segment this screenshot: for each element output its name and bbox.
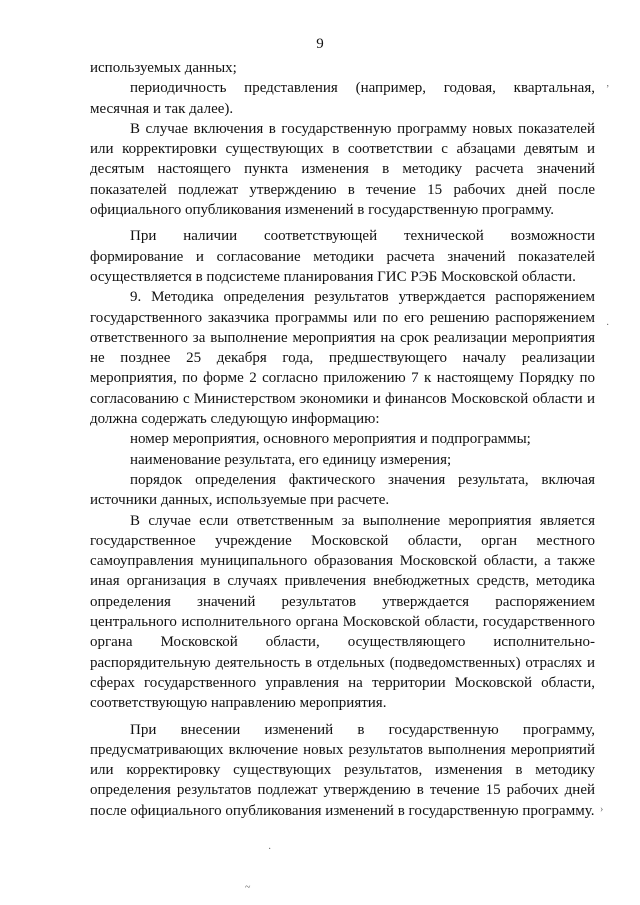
scan-mark: ·: [268, 844, 272, 855]
paragraph-periodicity: периодичность представления (например, годовая, квартальная, месячная и так далее).: [90, 80, 595, 117]
scan-mark: ~: [245, 882, 251, 893]
scan-mark: ʼ: [606, 84, 610, 95]
paragraph-technical-possibility: При наличии соответствующей технической возможности формирование и согласование методики расчета значений показателей осуществляется в подсистеме планирования ГИС РЭБ Московской области.: [90, 228, 595, 285]
list-item-result-name: наименование результата, его единицу измерения;: [130, 451, 452, 468]
paragraph-responsible-institution: В случае если ответственным за выполнение мероприятия является государственное учреждение Московской области, орган местного самоуправления муниципального образования Московской области, а также иная организация в случаях привлечения внебюджетных средств, методика определения значений результатов утверждается распоряжением центрального исполнительного органа Московской области, государственного органа Московской области, осуществляющего исполнительно-распорядительную деятельность в отдельных (подведомственных) отраслях и сферах государственного управления на территории Московской области, соответствующую направлению мероприятия.: [90, 512, 595, 712]
paragraph-continuation: используемых данных;: [90, 60, 237, 76]
scan-mark: ·: [606, 320, 610, 331]
paragraph-section-9: 9. Методика определения результатов утверждается распоряжением государственного заказчика программы или по его решению распоряжением ответственного за выполнение мероприятия на срок реализации мероприятия не позднее 25 декабря года, предшествующего началу реализации мероприятия, по форме 2 согласно приложению 7 к настоящему Порядку по согласованию с Министерством экономики и финансов Московской области и должна содержать следующую информацию:: [90, 289, 595, 428]
page-number: 9: [316, 36, 324, 52]
paragraph-program-changes: При внесении изменений в государственную программу, предусматривающих включение новых результатов выполнения мероприятий или корректировку существующих результатов, изменения в методику определения результатов подлежат утверждению в течение 15 рабочих дней после официального опубликования изменений в государственную программу.: [90, 721, 595, 819]
paragraph-new-indicators: В случае включения в государственную программу новых показателей или корректировки существующих в соответствии с абзацами девятым и десятым настоящего пункта изменения в методику расчета значений показателей подлежат утверждению в течение 15 рабочих дней после официального опубликования изменений в государственную программу.: [90, 120, 595, 219]
document-body: [90, 58, 595, 821]
list-item-determination-order: порядок определения фактического значения результата, включая источники данных, используемые при расчете.: [90, 471, 595, 509]
scan-mark: ›: [600, 804, 604, 815]
list-item-event-number: номер мероприятия, основного мероприятия и подпрограммы;: [130, 431, 531, 448]
